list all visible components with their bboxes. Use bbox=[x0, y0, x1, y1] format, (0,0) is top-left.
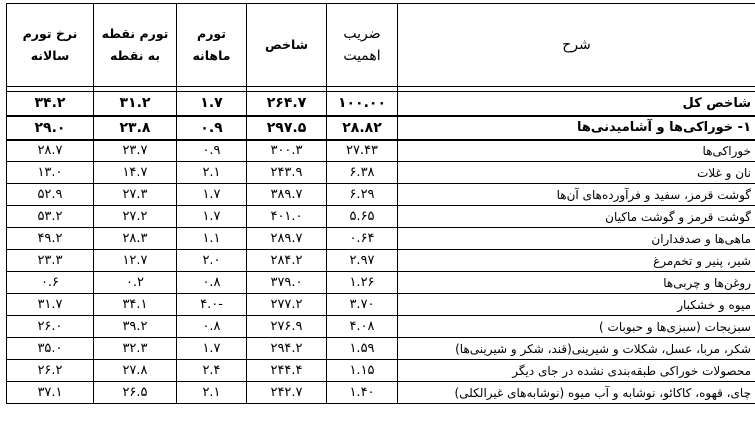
cell-point-inflation: ۲۷.۲ bbox=[94, 206, 177, 228]
cell-index: ۲۴۴.۴ bbox=[247, 360, 327, 382]
cell-description: شاخص کل bbox=[398, 92, 755, 116]
cell-monthly-inflation: ۱.۷ bbox=[177, 206, 247, 228]
cell-point-inflation: ۲۳.۸ bbox=[94, 116, 177, 140]
cell-weight: ۱.۱۵ bbox=[327, 360, 398, 382]
cell-point-inflation: ۰.۲ bbox=[94, 272, 177, 294]
cell-monthly-inflation: ۱.۷ bbox=[177, 92, 247, 116]
table-row bbox=[7, 140, 755, 162]
cell-description: چای، قهوه، کاکائو، نوشابه و آب میوه (نوشابه‌های غیرالکلی) bbox=[398, 382, 755, 404]
cell-description: نان و غلات bbox=[398, 162, 755, 184]
cell-annual-inflation: ۵۲.۹ bbox=[7, 184, 94, 206]
cell-description: میوه و خشکبار bbox=[398, 294, 755, 316]
cell-annual-inflation: ۵۳.۲ bbox=[7, 206, 94, 228]
cell-description: شیر، پنیر و تخم‌مرغ bbox=[398, 250, 755, 272]
cell-index: ۲۸۹.۷ bbox=[247, 228, 327, 250]
cell-annual-inflation: ۳۵.۰ bbox=[7, 338, 94, 360]
table-row-total bbox=[7, 92, 755, 116]
cell-point-inflation: ۳۱.۲ bbox=[94, 92, 177, 116]
cell-annual-inflation: ۴۹.۲ bbox=[7, 228, 94, 250]
header-description: شرح bbox=[398, 4, 755, 87]
table-row bbox=[7, 338, 755, 360]
cell-monthly-inflation: ۰.۹ bbox=[177, 116, 247, 140]
cell-monthly-inflation: ۰.۸ bbox=[177, 316, 247, 338]
table-row bbox=[7, 184, 755, 206]
header-monthly-inflation: تورم ماهانه bbox=[177, 4, 247, 87]
cell-description: گوشت قرمز و گوشت ماکیان bbox=[398, 206, 755, 228]
cell-weight: ۲۷.۴۳ bbox=[327, 140, 398, 162]
cell-index: ۲۹۴.۲ bbox=[247, 338, 327, 360]
cell-annual-inflation: ۳۴.۲ bbox=[7, 92, 94, 116]
cell-index: ۳۰۰.۳ bbox=[247, 140, 327, 162]
cell-annual-inflation: ۲۳.۳ bbox=[7, 250, 94, 272]
cell-description: سبزیجات (سبزی‌ها و حبوبات ) bbox=[398, 316, 755, 338]
cell-index: ۲۹۷.۵ bbox=[247, 116, 327, 140]
table-header-row bbox=[7, 4, 755, 87]
cpi-table-frame bbox=[6, 3, 755, 427]
cell-index: ۲۶۴.۷ bbox=[247, 92, 327, 116]
cpi-table bbox=[6, 3, 755, 404]
cell-point-inflation: ۱۴.۷ bbox=[94, 162, 177, 184]
cell-point-inflation: ۱۲.۷ bbox=[94, 250, 177, 272]
cell-monthly-inflation: -۴.۰ bbox=[177, 294, 247, 316]
cell-monthly-inflation: ۱.۷ bbox=[177, 184, 247, 206]
table-row bbox=[7, 272, 755, 294]
table-row bbox=[7, 250, 755, 272]
header-index: شاخص bbox=[247, 4, 327, 87]
cell-annual-inflation: ۰.۶ bbox=[7, 272, 94, 294]
cell-point-inflation: ۲۷.۳ bbox=[94, 184, 177, 206]
cell-description: شکر، مربا، عسل، شکلات و شیرینی(قند، شکر و شیرینی‌ها) bbox=[398, 338, 755, 360]
cell-point-inflation: ۲۳.۷ bbox=[94, 140, 177, 162]
cell-point-inflation: ۳۹.۲ bbox=[94, 316, 177, 338]
cell-description: محصولات خوراکی طبقه‌بندی نشده در جای دیگر bbox=[398, 360, 755, 382]
cell-weight: ۳.۷۰ bbox=[327, 294, 398, 316]
cell-weight: ۱.۲۶ bbox=[327, 272, 398, 294]
cell-weight: ۴.۰۸ bbox=[327, 316, 398, 338]
header-annual-inflation: نرخ تورم سالانه bbox=[7, 4, 94, 87]
cell-index: ۲۷۶.۹ bbox=[247, 316, 327, 338]
cell-index: ۲۸۴.۲ bbox=[247, 250, 327, 272]
header-point-inflation: تورم نقطه به نقطه bbox=[94, 4, 177, 87]
cell-annual-inflation: ۲۶.۲ bbox=[7, 360, 94, 382]
cell-weight: ۶.۳۸ bbox=[327, 162, 398, 184]
cell-weight: ۱.۴۰ bbox=[327, 382, 398, 404]
cell-weight: ۱.۵۹ bbox=[327, 338, 398, 360]
cell-weight: ۶.۲۹ bbox=[327, 184, 398, 206]
cell-weight: ۱۰۰.۰۰ bbox=[327, 92, 398, 116]
cell-annual-inflation: ۳۷.۱ bbox=[7, 382, 94, 404]
table-row bbox=[7, 382, 755, 404]
cell-monthly-inflation: ۰.۹ bbox=[177, 140, 247, 162]
cell-annual-inflation: ۲۹.۰ bbox=[7, 116, 94, 140]
cell-point-inflation: ۳۴.۱ bbox=[94, 294, 177, 316]
cell-description: ۱- خوراکی‌ها و آشامیدنی‌ها bbox=[398, 116, 755, 140]
table-row-group bbox=[7, 116, 755, 140]
table-row bbox=[7, 162, 755, 184]
cell-annual-inflation: ۲۶.۰ bbox=[7, 316, 94, 338]
cell-index: ۲۷۷.۲ bbox=[247, 294, 327, 316]
cell-weight: ۵.۶۵ bbox=[327, 206, 398, 228]
cell-monthly-inflation: ۲.۱ bbox=[177, 382, 247, 404]
cell-description: روغن‌ها و چربی‌ها bbox=[398, 272, 755, 294]
table-row bbox=[7, 206, 755, 228]
cell-monthly-inflation: ۲.۰ bbox=[177, 250, 247, 272]
cell-index: ۲۴۲.۷ bbox=[247, 382, 327, 404]
cell-index: ۴۰۱.۰ bbox=[247, 206, 327, 228]
table-row bbox=[7, 316, 755, 338]
cell-index: ۳۷۹.۰ bbox=[247, 272, 327, 294]
cell-point-inflation: ۲۸.۳ bbox=[94, 228, 177, 250]
cell-annual-inflation: ۲۸.۷ bbox=[7, 140, 94, 162]
table-row bbox=[7, 228, 755, 250]
cell-point-inflation: ۲۷.۸ bbox=[94, 360, 177, 382]
cell-weight: ۲.۹۷ bbox=[327, 250, 398, 272]
cell-monthly-inflation: ۲.۱ bbox=[177, 162, 247, 184]
table-row bbox=[7, 294, 755, 316]
cell-description: ماهی‌ها و صدفداران bbox=[398, 228, 755, 250]
cell-monthly-inflation: ۱.۱ bbox=[177, 228, 247, 250]
cell-monthly-inflation: ۱.۷ bbox=[177, 338, 247, 360]
cell-index: ۳۸۹.۷ bbox=[247, 184, 327, 206]
cell-index: ۲۴۳.۹ bbox=[247, 162, 327, 184]
cell-description: خوراکی‌ها bbox=[398, 140, 755, 162]
table-row bbox=[7, 360, 755, 382]
cell-annual-inflation: ۱۳.۰ bbox=[7, 162, 94, 184]
cell-point-inflation: ۳۲.۳ bbox=[94, 338, 177, 360]
cell-description: گوشت قرمز، سفید و فرآورده‌های آن‌ها bbox=[398, 184, 755, 206]
cell-point-inflation: ۲۶.۵ bbox=[94, 382, 177, 404]
cell-monthly-inflation: ۲.۴ bbox=[177, 360, 247, 382]
cell-weight: ۲۸.۸۲ bbox=[327, 116, 398, 140]
cell-annual-inflation: ۳۱.۷ bbox=[7, 294, 94, 316]
header-weight: ضریب اهمیت bbox=[327, 4, 398, 87]
cell-weight: ۰.۶۴ bbox=[327, 228, 398, 250]
cell-monthly-inflation: ۰.۸ bbox=[177, 272, 247, 294]
